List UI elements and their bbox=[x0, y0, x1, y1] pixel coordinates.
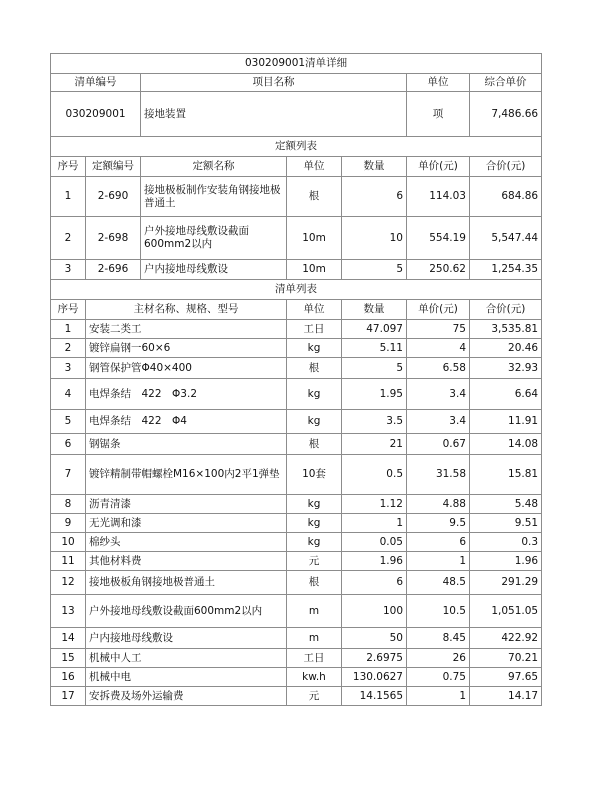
material-seq: 8 bbox=[51, 495, 86, 514]
item-name-header: 项目名称 bbox=[141, 74, 407, 92]
quota-seq: 3 bbox=[51, 260, 86, 280]
quota-seq: 1 bbox=[51, 177, 86, 217]
materials-section-title: 清单列表 bbox=[51, 280, 542, 300]
quota-name-header: 定额名称 bbox=[141, 157, 287, 177]
material-seq: 14 bbox=[51, 628, 86, 649]
material-qty: 6 bbox=[342, 571, 407, 595]
material-unit: kg bbox=[287, 410, 342, 434]
quota-unit: 10m bbox=[287, 217, 342, 260]
quota-seq: 2 bbox=[51, 217, 86, 260]
material-name: 镀锌精制带帽螺栓M16×100内2平1弹垫 bbox=[86, 455, 287, 495]
quota-unit-price: 250.62 bbox=[407, 260, 470, 280]
quota-total: 5,547.44 bbox=[470, 217, 542, 260]
item-price-header: 综合单价 bbox=[470, 74, 542, 92]
material-name: 机械中电 bbox=[86, 668, 287, 687]
bill-detail-table bbox=[50, 53, 542, 706]
material-row bbox=[51, 495, 542, 514]
material-qty: 0.5 bbox=[342, 455, 407, 495]
material-qty: 5 bbox=[342, 358, 407, 379]
quota-unit-price-header: 单价(元) bbox=[407, 157, 470, 177]
material-unit-price: 0.75 bbox=[407, 668, 470, 687]
material-seq: 13 bbox=[51, 595, 86, 628]
material-row bbox=[51, 410, 542, 434]
material-unit: kg bbox=[287, 339, 342, 358]
material-total: 6.64 bbox=[470, 379, 542, 410]
material-qty-header: 数量 bbox=[342, 300, 407, 320]
material-row bbox=[51, 379, 542, 410]
material-qty: 50 bbox=[342, 628, 407, 649]
material-total: 14.17 bbox=[470, 687, 542, 706]
material-unit: 10套 bbox=[287, 455, 342, 495]
material-name: 户外接地母线敷设截面600mm2以内 bbox=[86, 595, 287, 628]
material-qty: 1.95 bbox=[342, 379, 407, 410]
material-row bbox=[51, 434, 542, 455]
quota-unit-header: 单位 bbox=[287, 157, 342, 177]
material-unit-price: 26 bbox=[407, 649, 470, 668]
material-row bbox=[51, 687, 542, 706]
material-unit-price: 8.45 bbox=[407, 628, 470, 649]
material-total: 14.08 bbox=[470, 434, 542, 455]
material-unit-price: 48.5 bbox=[407, 571, 470, 595]
materials-header-row bbox=[51, 300, 542, 320]
title-row bbox=[51, 54, 542, 74]
material-row bbox=[51, 552, 542, 571]
material-qty: 0.05 bbox=[342, 533, 407, 552]
material-name: 电焊条结 422 Φ4 bbox=[86, 410, 287, 434]
quota-section-row bbox=[51, 137, 542, 157]
material-qty: 130.0627 bbox=[342, 668, 407, 687]
material-seq: 2 bbox=[51, 339, 86, 358]
material-name: 接地极板角钢接地极普通土 bbox=[86, 571, 287, 595]
quota-name: 接地极板制作安装角钢接地极普通土 bbox=[141, 177, 287, 217]
material-total: 3,535.81 bbox=[470, 320, 542, 339]
material-name: 其他材料费 bbox=[86, 552, 287, 571]
material-unit: 根 bbox=[287, 571, 342, 595]
material-qty: 1.12 bbox=[342, 495, 407, 514]
material-name: 安装二类工 bbox=[86, 320, 287, 339]
material-seq: 1 bbox=[51, 320, 86, 339]
material-unit-price: 4.88 bbox=[407, 495, 470, 514]
item-price: 7,486.66 bbox=[470, 92, 542, 137]
material-seq: 16 bbox=[51, 668, 86, 687]
material-qty: 1.96 bbox=[342, 552, 407, 571]
material-seq: 12 bbox=[51, 571, 86, 595]
material-name: 户内接地母线敷设 bbox=[86, 628, 287, 649]
material-unit: 根 bbox=[287, 358, 342, 379]
quota-code-header: 定额编号 bbox=[86, 157, 141, 177]
material-seq: 6 bbox=[51, 434, 86, 455]
quota-total: 1,254.35 bbox=[470, 260, 542, 280]
material-total: 32.93 bbox=[470, 358, 542, 379]
material-qty: 5.11 bbox=[342, 339, 407, 358]
material-seq: 7 bbox=[51, 455, 86, 495]
material-name-header: 主材名称、规格、型号 bbox=[86, 300, 287, 320]
material-row bbox=[51, 358, 542, 379]
materials-section-row bbox=[51, 280, 542, 300]
material-total: 291.29 bbox=[470, 571, 542, 595]
material-unit-price: 9.5 bbox=[407, 514, 470, 533]
material-unit-price: 1 bbox=[407, 687, 470, 706]
quota-seq-header: 序号 bbox=[51, 157, 86, 177]
material-total: 9.51 bbox=[470, 514, 542, 533]
material-name: 钢锯条 bbox=[86, 434, 287, 455]
quota-qty: 10 bbox=[342, 217, 407, 260]
material-qty: 14.1565 bbox=[342, 687, 407, 706]
material-row bbox=[51, 455, 542, 495]
quota-row bbox=[51, 217, 542, 260]
material-seq: 3 bbox=[51, 358, 86, 379]
material-name: 安拆费及场外运输费 bbox=[86, 687, 287, 706]
quota-code: 2-696 bbox=[86, 260, 141, 280]
material-seq-header: 序号 bbox=[51, 300, 86, 320]
item-code-header: 清单编号 bbox=[51, 74, 141, 92]
quota-code: 2-690 bbox=[86, 177, 141, 217]
material-qty: 3.5 bbox=[342, 410, 407, 434]
item-header-row bbox=[51, 74, 542, 92]
material-row bbox=[51, 595, 542, 628]
quota-row bbox=[51, 260, 542, 280]
material-unit-price-header: 单价(元) bbox=[407, 300, 470, 320]
material-unit-price: 3.4 bbox=[407, 379, 470, 410]
material-unit-price: 4 bbox=[407, 339, 470, 358]
material-unit: 元 bbox=[287, 687, 342, 706]
material-unit: kg bbox=[287, 495, 342, 514]
material-unit: kg bbox=[287, 514, 342, 533]
quota-unit: 10m bbox=[287, 260, 342, 280]
material-seq: 4 bbox=[51, 379, 86, 410]
material-total: 70.21 bbox=[470, 649, 542, 668]
material-name: 沥青清漆 bbox=[86, 495, 287, 514]
material-unit-price: 0.67 bbox=[407, 434, 470, 455]
material-unit-price: 75 bbox=[407, 320, 470, 339]
material-unit: 根 bbox=[287, 434, 342, 455]
material-name: 棉纱头 bbox=[86, 533, 287, 552]
item-code: 030209001 bbox=[51, 92, 141, 137]
material-unit-header: 单位 bbox=[287, 300, 342, 320]
material-total: 11.91 bbox=[470, 410, 542, 434]
material-row bbox=[51, 571, 542, 595]
material-unit: m bbox=[287, 628, 342, 649]
material-row bbox=[51, 533, 542, 552]
material-unit: 元 bbox=[287, 552, 342, 571]
material-row bbox=[51, 339, 542, 358]
quota-qty: 5 bbox=[342, 260, 407, 280]
material-unit: kw.h bbox=[287, 668, 342, 687]
quota-code: 2-698 bbox=[86, 217, 141, 260]
material-name: 机械中人工 bbox=[86, 649, 287, 668]
quota-qty-header: 数量 bbox=[342, 157, 407, 177]
material-name: 无光调和漆 bbox=[86, 514, 287, 533]
material-name: 钢管保护管Φ40×400 bbox=[86, 358, 287, 379]
material-seq: 5 bbox=[51, 410, 86, 434]
material-row bbox=[51, 668, 542, 687]
material-qty: 47.097 bbox=[342, 320, 407, 339]
material-unit: m bbox=[287, 595, 342, 628]
material-unit: kg bbox=[287, 533, 342, 552]
material-row bbox=[51, 320, 542, 339]
quota-name: 户外接地母线敷设截面600mm2以内 bbox=[141, 217, 287, 260]
item-unit-header: 单位 bbox=[407, 74, 470, 92]
material-seq: 11 bbox=[51, 552, 86, 571]
material-name: 电焊条结 422 Φ3.2 bbox=[86, 379, 287, 410]
material-row bbox=[51, 628, 542, 649]
quota-qty: 6 bbox=[342, 177, 407, 217]
material-unit-price: 3.4 bbox=[407, 410, 470, 434]
material-unit-price: 31.58 bbox=[407, 455, 470, 495]
material-qty: 21 bbox=[342, 434, 407, 455]
material-row bbox=[51, 649, 542, 668]
material-unit: 工日 bbox=[287, 649, 342, 668]
material-total: 15.81 bbox=[470, 455, 542, 495]
quota-unit: 根 bbox=[287, 177, 342, 217]
material-seq: 10 bbox=[51, 533, 86, 552]
material-total: 0.3 bbox=[470, 533, 542, 552]
quota-name: 户内接地母线敷设 bbox=[141, 260, 287, 280]
material-total: 422.92 bbox=[470, 628, 542, 649]
material-unit-price: 1 bbox=[407, 552, 470, 571]
material-total: 1,051.05 bbox=[470, 595, 542, 628]
quota-total: 684.86 bbox=[470, 177, 542, 217]
material-seq: 15 bbox=[51, 649, 86, 668]
quota-unit-price: 554.19 bbox=[407, 217, 470, 260]
material-unit-price: 6.58 bbox=[407, 358, 470, 379]
page-title: 030209001清单详细 bbox=[51, 54, 542, 74]
material-unit-price: 10.5 bbox=[407, 595, 470, 628]
item-name: 接地装置 bbox=[141, 92, 407, 137]
material-seq: 9 bbox=[51, 514, 86, 533]
quota-row bbox=[51, 177, 542, 217]
material-seq: 17 bbox=[51, 687, 86, 706]
quota-header-row bbox=[51, 157, 542, 177]
material-unit-price: 6 bbox=[407, 533, 470, 552]
quota-unit-price: 114.03 bbox=[407, 177, 470, 217]
material-total: 5.48 bbox=[470, 495, 542, 514]
material-total: 1.96 bbox=[470, 552, 542, 571]
material-unit: kg bbox=[287, 379, 342, 410]
quota-total-header: 合价(元) bbox=[470, 157, 542, 177]
material-total: 97.65 bbox=[470, 668, 542, 687]
material-qty: 1 bbox=[342, 514, 407, 533]
material-qty: 100 bbox=[342, 595, 407, 628]
quota-section-title: 定额列表 bbox=[51, 137, 542, 157]
item-unit: 项 bbox=[407, 92, 470, 137]
material-total-header: 合价(元) bbox=[470, 300, 542, 320]
material-qty: 2.6975 bbox=[342, 649, 407, 668]
material-unit: 工日 bbox=[287, 320, 342, 339]
item-row bbox=[51, 92, 542, 137]
material-row bbox=[51, 514, 542, 533]
material-name: 镀锌扁钢一60×6 bbox=[86, 339, 287, 358]
material-total: 20.46 bbox=[470, 339, 542, 358]
